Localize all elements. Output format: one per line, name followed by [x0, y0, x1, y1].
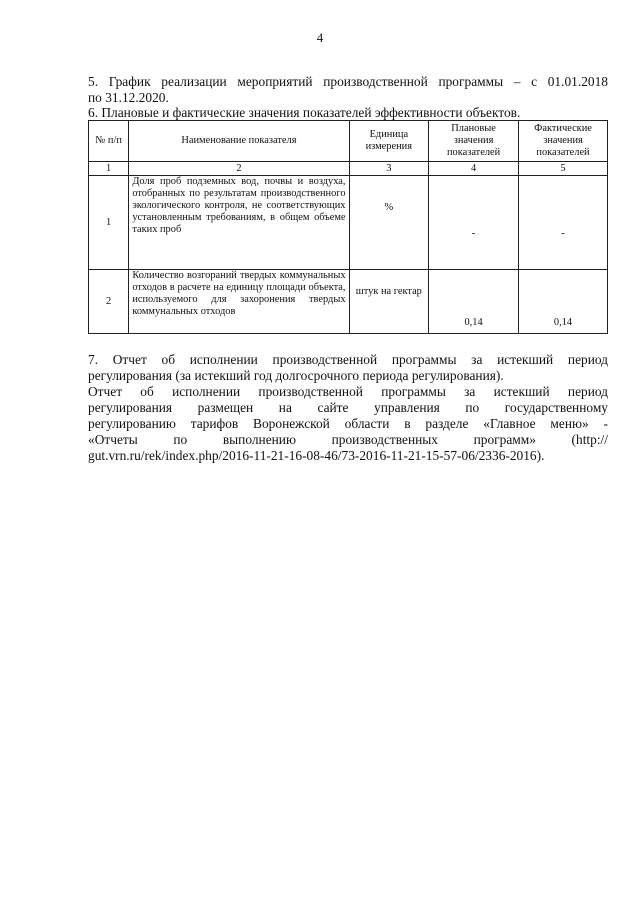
column-number: 5	[519, 162, 608, 176]
indicator-unit: %	[349, 176, 429, 270]
report-url: gut.vrn.ru/rek/index.php/2016-11-21-16-08-46/73-2016-11-21-15-57-06/2336-2016).	[88, 448, 545, 463]
indicator-name: Количество возгораний твердых коммунальных отходов в расчете на единицу площади объекта, используемого для захоронения твердых коммунальных отходов	[129, 270, 349, 334]
section6-heading: 6. Плановые и фактические значения показателей эффективности объектов.	[88, 105, 521, 120]
section7-line: Отчет об исполнении производственной программы за истекший период	[88, 384, 608, 399]
section7-line: регулирования размещен на сайте управления по государственному	[88, 400, 608, 415]
section5-line1: 5. График реализации мероприятий производственной программы – с 01.01.2018	[88, 74, 608, 89]
row-number: 1	[89, 176, 129, 270]
header-name: Наименование показателя	[129, 121, 349, 162]
section7-line: «Отчеты по выполнению производственных программ» (http://	[88, 432, 608, 447]
section7-line: регулированию тарифов Воронежской области в разделе «Главное меню» -	[88, 416, 608, 431]
section7-line: 7. Отчет об исполнении производственной программы за истекший период	[88, 352, 608, 367]
planned-value: -	[429, 176, 519, 270]
row-number: 2	[89, 270, 129, 334]
indicators-table	[88, 120, 608, 334]
header-plan: Плановые значения показателей	[429, 121, 519, 162]
indicator-name: Доля проб подземных вод, почвы и воздуха, отобранных по результатам производственного экологического контроля, не соответствующих установленным требованиям, в общем объеме таких проб	[129, 176, 349, 270]
header-unit: Единица измерения	[349, 121, 429, 162]
actual-value: -	[519, 176, 608, 270]
header-fact: Фактические значения показателей	[519, 121, 608, 162]
column-number: 3	[349, 162, 429, 176]
column-number: 4	[429, 162, 519, 176]
table-row	[89, 176, 608, 270]
table-column-numbers-row	[89, 162, 608, 176]
planned-value: 0,14	[429, 270, 519, 334]
table-header-row	[89, 121, 608, 162]
section5-line2: по 31.12.2020.	[88, 90, 169, 105]
page-number: 4	[316, 30, 324, 45]
table-row	[89, 270, 608, 334]
indicator-unit: штук на гектар	[349, 270, 429, 334]
section7-line: регулирования (за истекший год долгосрочного периода регулирования).	[88, 368, 504, 383]
actual-value: 0,14	[519, 270, 608, 334]
header-num: № п/п	[89, 121, 129, 162]
column-number: 1	[89, 162, 129, 176]
column-number: 2	[129, 162, 349, 176]
